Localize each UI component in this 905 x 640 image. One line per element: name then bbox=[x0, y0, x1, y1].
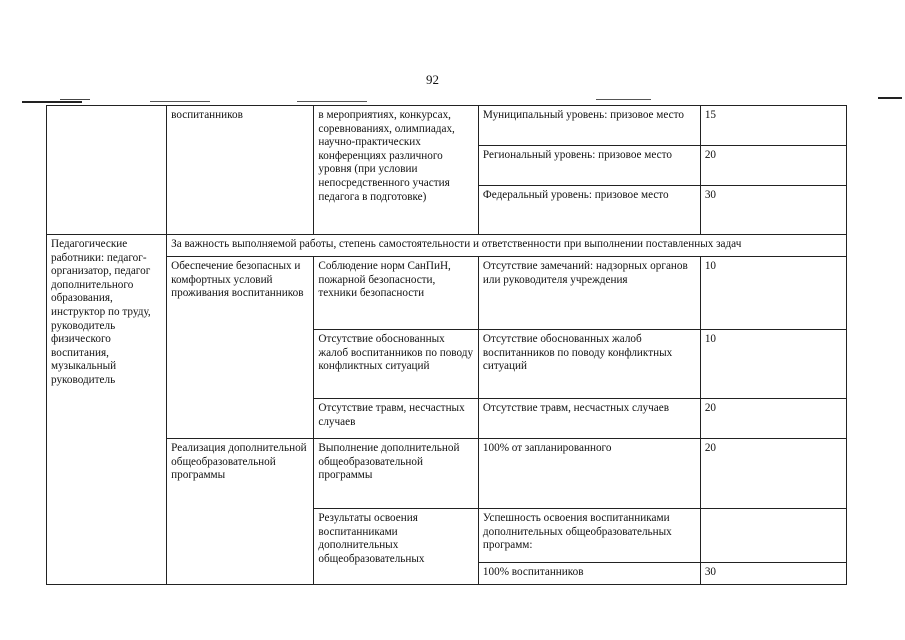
table-cell: 15 bbox=[700, 106, 846, 146]
scan-artifact-line bbox=[150, 101, 210, 102]
table-cell: 20 bbox=[700, 399, 846, 439]
criteria-table bbox=[46, 105, 847, 585]
table-cell: в мероприятиях, конкурсах, соревнованиях, олимпиадах, научно-практических конференциях различного уровня (при условии непосредственного участия педагога в подготовке) bbox=[314, 106, 479, 235]
table-cell: Региональный уровень: призовое место bbox=[478, 146, 700, 186]
table-cell: воспитанников bbox=[167, 106, 314, 235]
table-cell: Федеральный уровень: призовое место bbox=[478, 186, 700, 235]
group-header-cell: Педагогические работники: педагог-организатор, педагог дополнительного образования, инструктор по труду, руководитель физического воспитания, музыкальный руководитель bbox=[47, 235, 167, 585]
table-row bbox=[47, 439, 847, 509]
scan-artifact-line bbox=[22, 101, 82, 103]
table-cell: Муниципальный уровень: призовое место bbox=[478, 106, 700, 146]
page-number: 92 bbox=[426, 72, 439, 87]
table-cell: 100% воспитанников bbox=[478, 563, 700, 585]
table-cell: Отсутствие обоснованных жалоб воспитанников по поводу конфликтных ситуаций bbox=[314, 330, 479, 399]
table-row bbox=[47, 106, 847, 146]
table-cell: 10 bbox=[700, 257, 846, 330]
table-cell: 10 bbox=[700, 330, 846, 399]
scan-artifact-line bbox=[878, 97, 902, 99]
table-cell: Обеспечение безопасных и комфортных условий проживания воспитанников bbox=[167, 257, 314, 439]
table-cell: 30 bbox=[700, 563, 846, 585]
table-cell: Результаты освоения воспитанниками дополнительных общеобразовательных bbox=[314, 509, 479, 585]
table-cell: 20 bbox=[700, 146, 846, 186]
table-cell: Отсутствие замечаний: надзорных органов или руководителя учреждения bbox=[478, 257, 700, 330]
table-cell: Реализация дополнительной общеобразовательной программы bbox=[167, 439, 314, 585]
table-row bbox=[47, 257, 847, 330]
section-title-cell: За важность выполняемой работы, степень самостоятельности и ответственности при выполнении поставленных задач bbox=[167, 235, 847, 257]
table-cell: 30 bbox=[700, 186, 846, 235]
scan-artifact-line bbox=[297, 101, 367, 102]
table-row bbox=[47, 235, 847, 257]
scan-artifact-line bbox=[60, 99, 90, 100]
table-cell-empty bbox=[47, 106, 167, 235]
table-cell: Выполнение дополнительной общеобразовательной программы bbox=[314, 439, 479, 509]
table-cell: Отсутствие травм, несчастных случаев bbox=[314, 399, 479, 439]
table-cell bbox=[700, 509, 846, 563]
table-cell: Успешность освоения воспитанниками дополнительных общеобразовательных программ: bbox=[478, 509, 700, 563]
table-cell: Отсутствие травм, несчастных случаев bbox=[478, 399, 700, 439]
table-cell: Отсутствие обоснованных жалоб воспитанников по поводу конфликтных ситуаций bbox=[478, 330, 700, 399]
table-cell: 100% от запланированного bbox=[478, 439, 700, 509]
table-cell: Соблюдение норм СанПиН, пожарной безопасности, техники безопасности bbox=[314, 257, 479, 330]
table-cell: 20 bbox=[700, 439, 846, 509]
scan-artifact-line bbox=[596, 99, 651, 100]
